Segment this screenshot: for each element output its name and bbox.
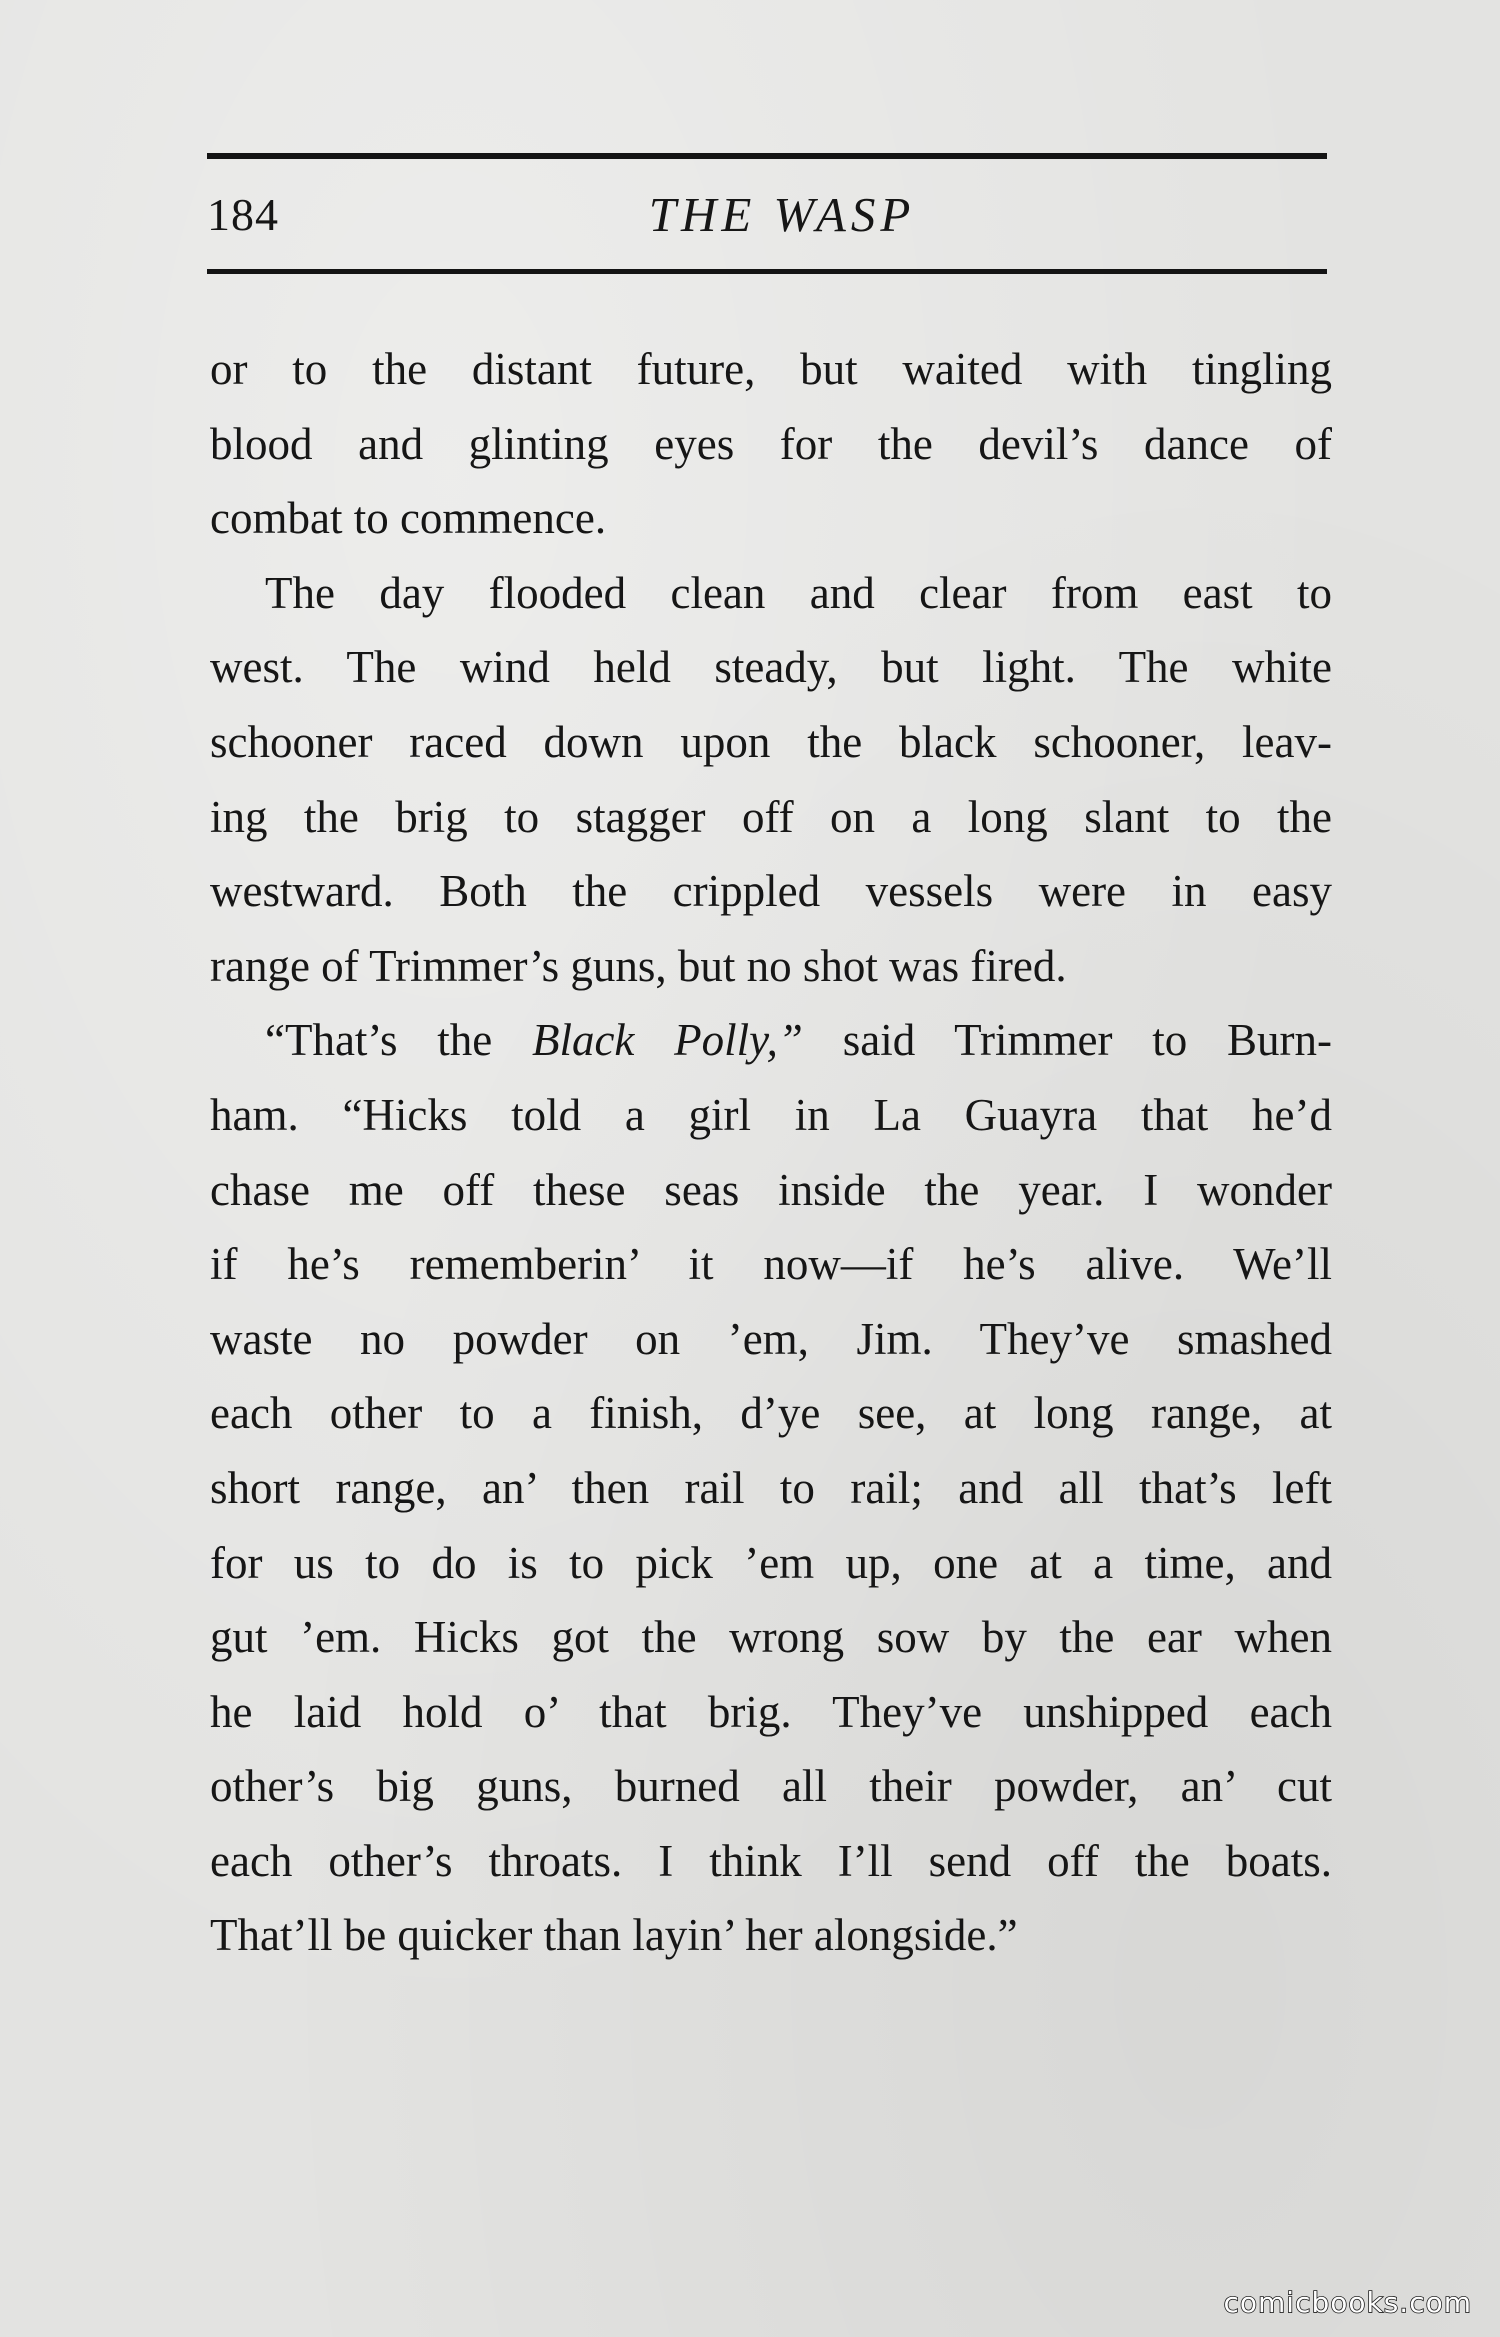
running-head [207,178,1327,250]
text-line: each other to a finish, d’ye see, at long range, at [210,1388,1332,1439]
text-line: if he’s rememberin’ it now—if he’s alive. We’ll [210,1239,1332,1290]
text-line: The day flooded clean and clear from east to [265,567,1332,618]
text-line: each other’s throats. I think I’ll send off the boats. [210,1835,1332,1886]
text-segment: said Trimmer to Burn- [842,1015,1333,1066]
text-line-with-italic [210,1003,1332,1078]
text-line: schooner raced down upon the black schooner, leav- [210,716,1332,767]
book-title: THE WASP [648,187,916,242]
header-bottom-rule [207,269,1327,274]
text-line: That’ll be quicker than layin’ her alongside.” [210,1910,1018,1961]
text-line: for us to do is to pick ’em up, one at a time, and [210,1537,1332,1588]
text-line: blood and glinting eyes for the devil’s dance of [210,418,1332,469]
ship-name-italic: Black Polly,” [531,1015,803,1066]
text-line: ing the brig to stagger off on a long slant to the [210,791,1332,842]
header-top-rule [207,153,1327,159]
text-line: westward. Both the crippled vessels were in easy [210,866,1332,917]
text-line: combat to commence. [210,493,607,544]
text-line: short range, an’ then rail to rail; and all that’s left [210,1462,1332,1513]
text-line: gut ’em. Hicks got the wrong sow by the ear when [210,1612,1332,1663]
text-line: range of Trimmer’s guns, but no shot was fired. [210,940,1067,991]
text-line: or to the distant future, but waited with tingling [210,344,1332,394]
text-line: chase me off these seas inside the year. I wonder [210,1164,1332,1215]
text-line: west. The wind held steady, but light. The white [210,642,1332,693]
text-line: other’s big guns, burned all their powder, an’ cut [210,1761,1332,1812]
text-segment: “That’s the [265,1015,493,1066]
text-line: waste no powder on ’em, Jim. They’ve smashed [210,1313,1332,1364]
text-line: ham. “Hicks told a girl in La Guayra that he’d [210,1089,1332,1140]
page-number: 184 [207,189,279,240]
watermark: comicbooks.com [1223,2286,1472,2319]
body-text [210,332,1332,1973]
text-line: he laid hold o’ that brig. They’ve unshipped each [210,1686,1332,1737]
